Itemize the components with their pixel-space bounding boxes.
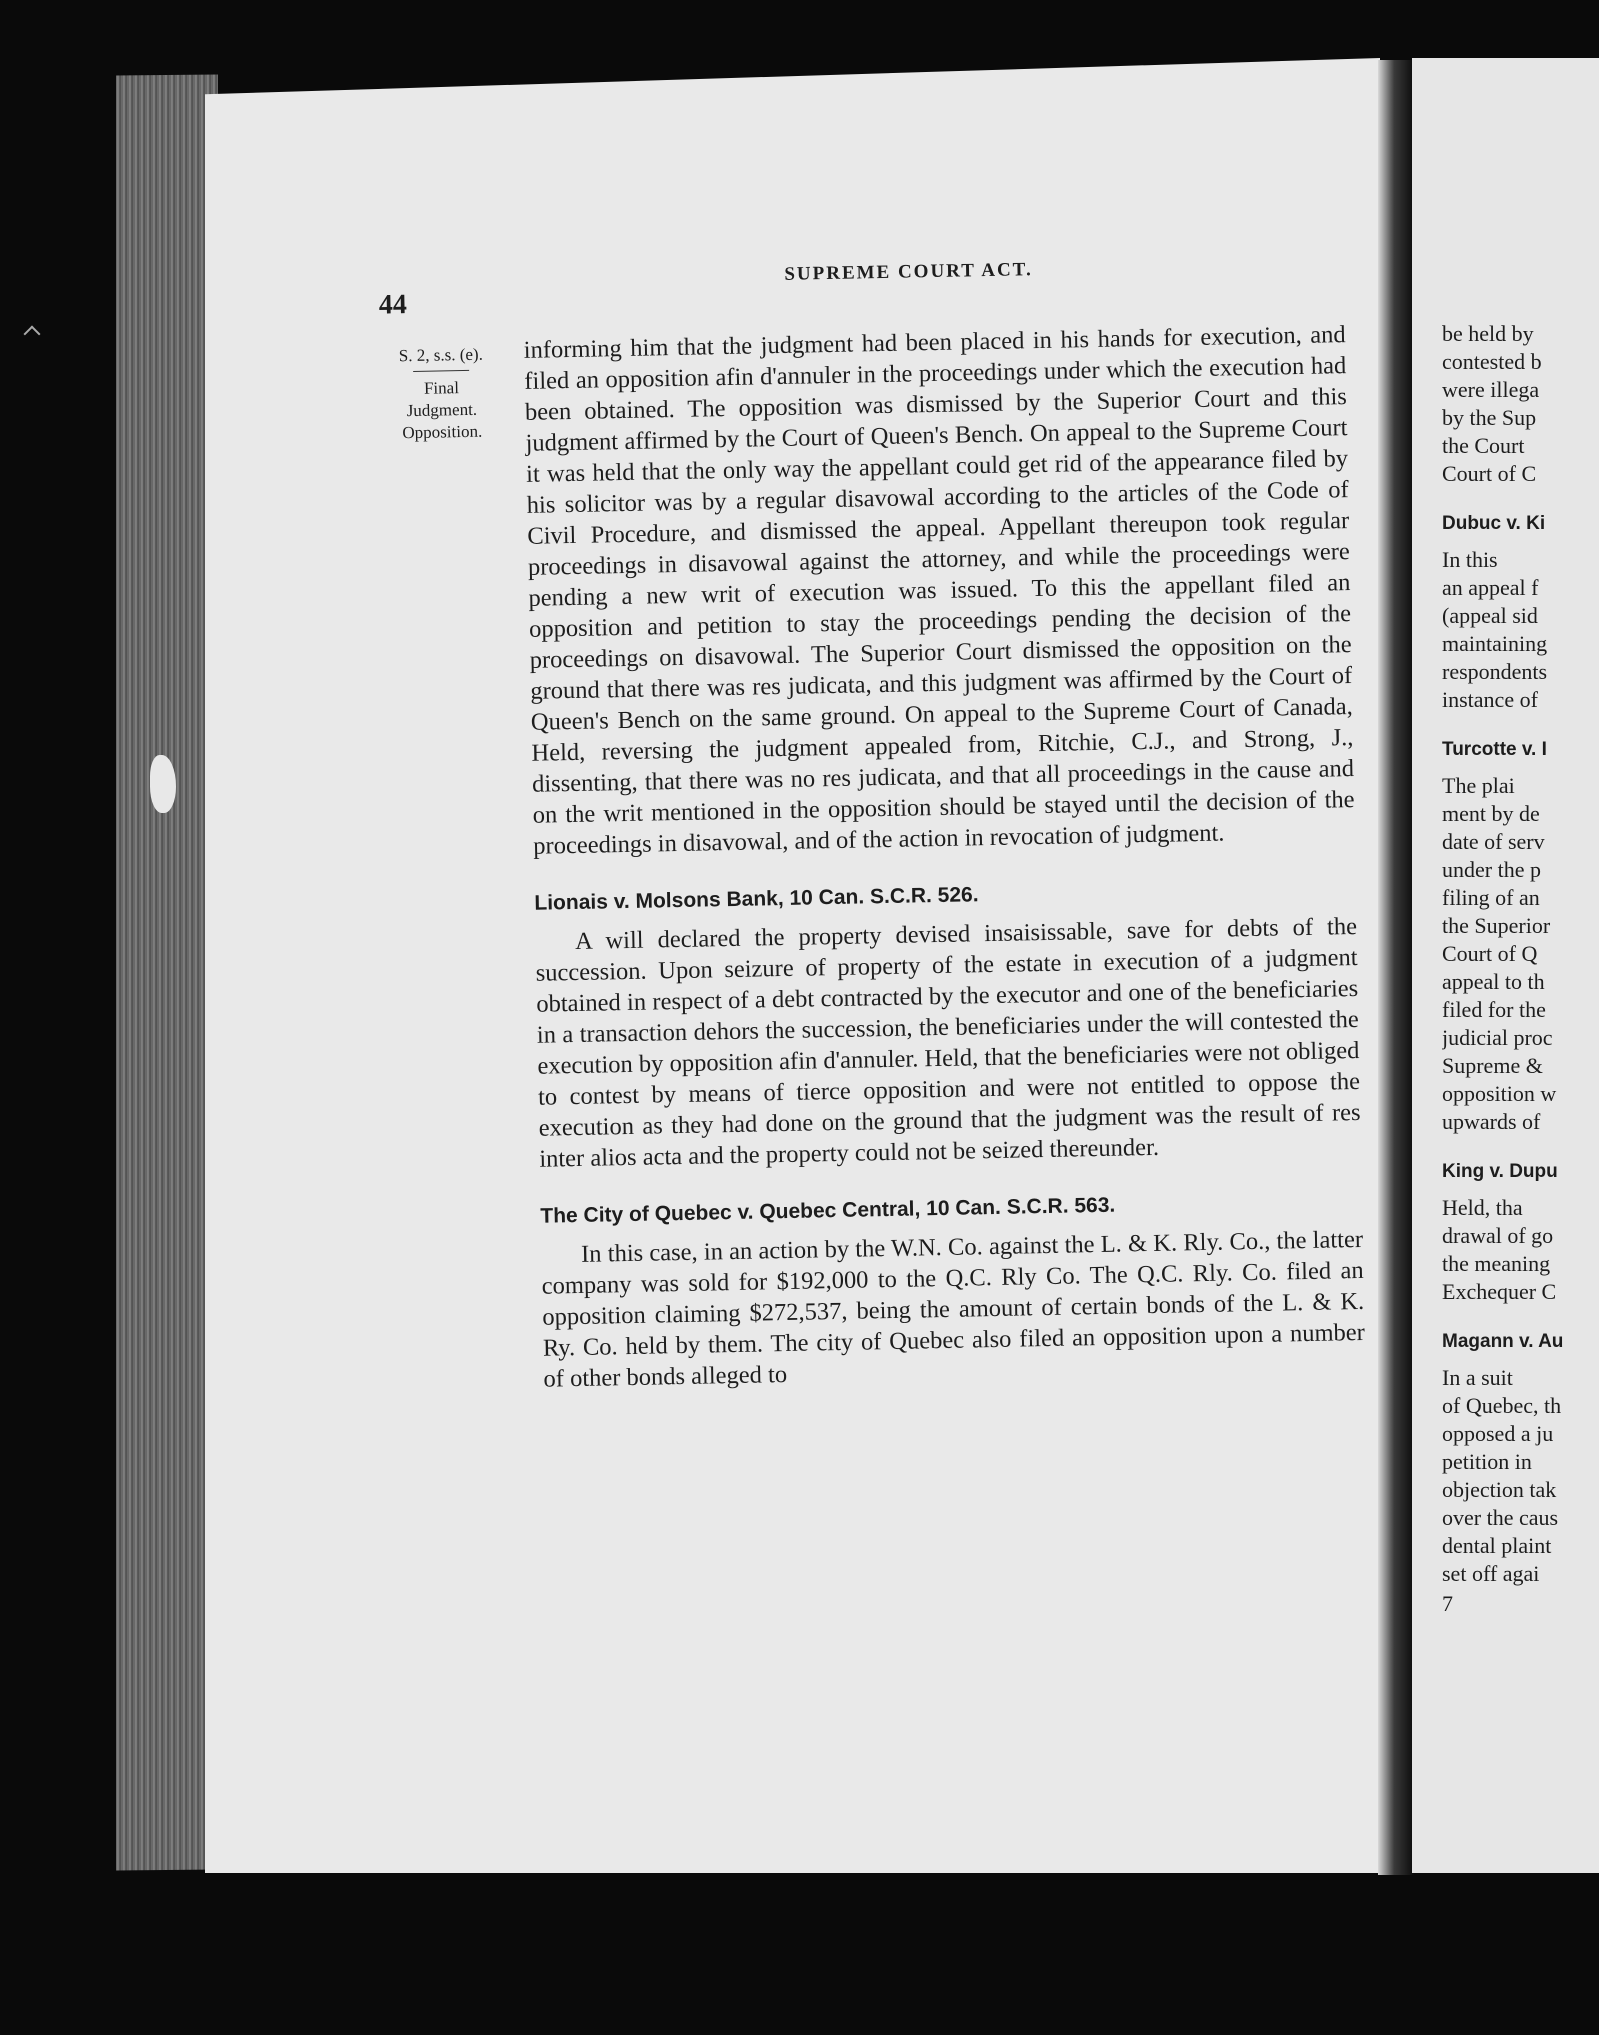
right-text-block [1442, 1194, 1592, 1306]
right-text-line: filed for the [1442, 997, 1546, 1022]
right-text-line: Held, tha [1442, 1195, 1523, 1220]
right-text-line: contested b [1442, 349, 1542, 374]
right-text-line: of Quebec, th [1442, 1393, 1562, 1418]
right-text-line: under the p [1442, 857, 1541, 882]
right-text-line: an appeal f [1442, 575, 1539, 600]
right-text-line: were illega [1442, 377, 1540, 402]
right-text-line: Supreme & [1442, 1053, 1543, 1078]
right-text-line: filing of an [1442, 885, 1540, 910]
right-text-line: drawal of go [1442, 1223, 1554, 1248]
right-text-block [1442, 546, 1592, 714]
margin-topic-line: Final [423, 378, 460, 398]
right-text-line: the Superior [1442, 913, 1551, 938]
right-text-line: Court of C [1442, 461, 1537, 486]
right-text-line: In a suit [1442, 1365, 1513, 1390]
book-page-edges [116, 75, 218, 1871]
right-text-line: The plai [1442, 773, 1515, 798]
signature-mark: 7 [1442, 1591, 1453, 1616]
right-text-line: be held by [1442, 321, 1534, 346]
right-text-line: date of serv [1442, 829, 1545, 854]
right-text-line: over the caus [1442, 1505, 1559, 1530]
paragraph-continued: informing him that the judgment had been placed in his hands for execution, and filed an opposition afin d'annuler in the proceedings under which the execution had been obtained. The opposition was dismissed by the Superior Court and this judgment affirmed by the Court of Queen's Bench. On appeal to the Supreme Court it was held that the only way the appellant could get rid of the appearance filed by his solicitor was by a regular disavowal according to the articles of the Code of Civil Procedure, and dismissed the appeal. Appellant thereupon took regular proceedings in disavowal against the attorney, and while the proceedings were pending a new writ of execution was issued. To this the appellant filed an opposition and petition to stay the proceedings pending the decision of the proceedings on disavowal. The Superior Court dismissed the opposition on the ground that there was res judicata, and this judgment was affirmed by the Court of Queen's Bench on the same ground. On appeal to the Supreme Court of Canada, Held, reversing the judgment appealed from, Ritchie, C.J., and Strong, J., dissenting, that there was no res judicata, and that all proceedings in the cause and on the writ mentioned in the opposition should be stayed until the decision of the proceedings in disavowal, and of the action in revocation of judgment. [523, 321, 1355, 860]
right-text-line: dental plaint [1442, 1533, 1552, 1558]
right-text-line: set off agai [1442, 1561, 1540, 1586]
margin-rule [413, 370, 469, 372]
running-head: SUPREME COURT ACT. [784, 259, 1033, 285]
right-text-line: objection tak [1442, 1477, 1557, 1502]
right-text-line: instance of [1442, 687, 1538, 712]
right-case-heading: King v. Dupu [1442, 1161, 1558, 1182]
right-text-line: the Court [1442, 433, 1525, 458]
right-text-block [1442, 1364, 1592, 1588]
paragraph-quebec: In this case, in an action by the W.N. Co. against the L. & K. Rly. Co., the latter company was sold for $192,000 to the Q.C. Rly Co. The Q.C. Rly. Co. filed an opposition claiming $272,537, being the amount of certain bonds of the L. & K. Ry. Co. held by them. The city of Quebec also filed an opposition upon a number of other bonds alleged to [541, 1225, 1366, 1393]
right-case-heading: Dubuc v. Ki [1442, 513, 1546, 534]
body-column [523, 319, 1365, 1395]
right-text-line: appeal to th [1442, 969, 1545, 994]
right-text-line: petition in [1442, 1449, 1532, 1474]
right-text-line: judicial proc [1442, 1025, 1553, 1050]
case-heading-quebec: The City of Quebec v. Quebec Central, 10 Can. S.C.R. 563. [540, 1193, 1116, 1228]
right-text-line: by the Sup [1442, 405, 1537, 430]
right-text-line: Exchequer C [1442, 1279, 1557, 1304]
right-text-line: opposition w [1442, 1081, 1557, 1106]
right-case-heading: Turcotte v. I [1442, 739, 1547, 760]
right-text-block [1442, 320, 1592, 488]
case-heading-lionais: Lionais v. Molsons Bank, 10 Can. S.C.R. 526. [534, 883, 979, 915]
book-gutter [1378, 60, 1414, 1875]
page-number: 44 [378, 289, 408, 321]
right-text-line: Court of Q [1442, 941, 1538, 966]
right-text-line: (appeal sid [1442, 603, 1538, 628]
margin-topic-line: Opposition. [402, 421, 483, 443]
right-text-line: maintaining [1442, 631, 1548, 656]
right-text-line: respondents [1442, 659, 1548, 684]
right-text-line: In this [1442, 547, 1498, 572]
right-text-line: upwards of [1442, 1109, 1541, 1134]
right-page-content [1442, 320, 1592, 1618]
section-reference: S. 2, s.s. (e). [398, 344, 484, 366]
right-text-block [1442, 772, 1592, 1136]
paragraph-lionais: A will declared the property devised insaisissable, save for debts of the succession. Upon seizure of property of the estate in execution of a judgment obtained in respect of a debt contracted by the executor and one of the beneficiaries in a transaction dehors the succession, the beneficiaries under the will contested the execution by opposition afin d'annuler. Held, that the beneficiaries were not obliged to contest by means of tierce opposition and were not entitled to oppose the execution as they had done on the ground that the judgment was the result of res inter alios acta and the property could not be seized thereunder. [535, 912, 1361, 1173]
right-case-heading: Magann v. Au [1442, 1331, 1564, 1352]
right-text-line: opposed a ju [1442, 1421, 1554, 1446]
right-text-line: ment by de [1442, 801, 1540, 826]
margin-topic-line: Judgment. [406, 399, 478, 421]
margin-note [382, 343, 502, 444]
right-text-line: the meaning [1442, 1251, 1551, 1276]
